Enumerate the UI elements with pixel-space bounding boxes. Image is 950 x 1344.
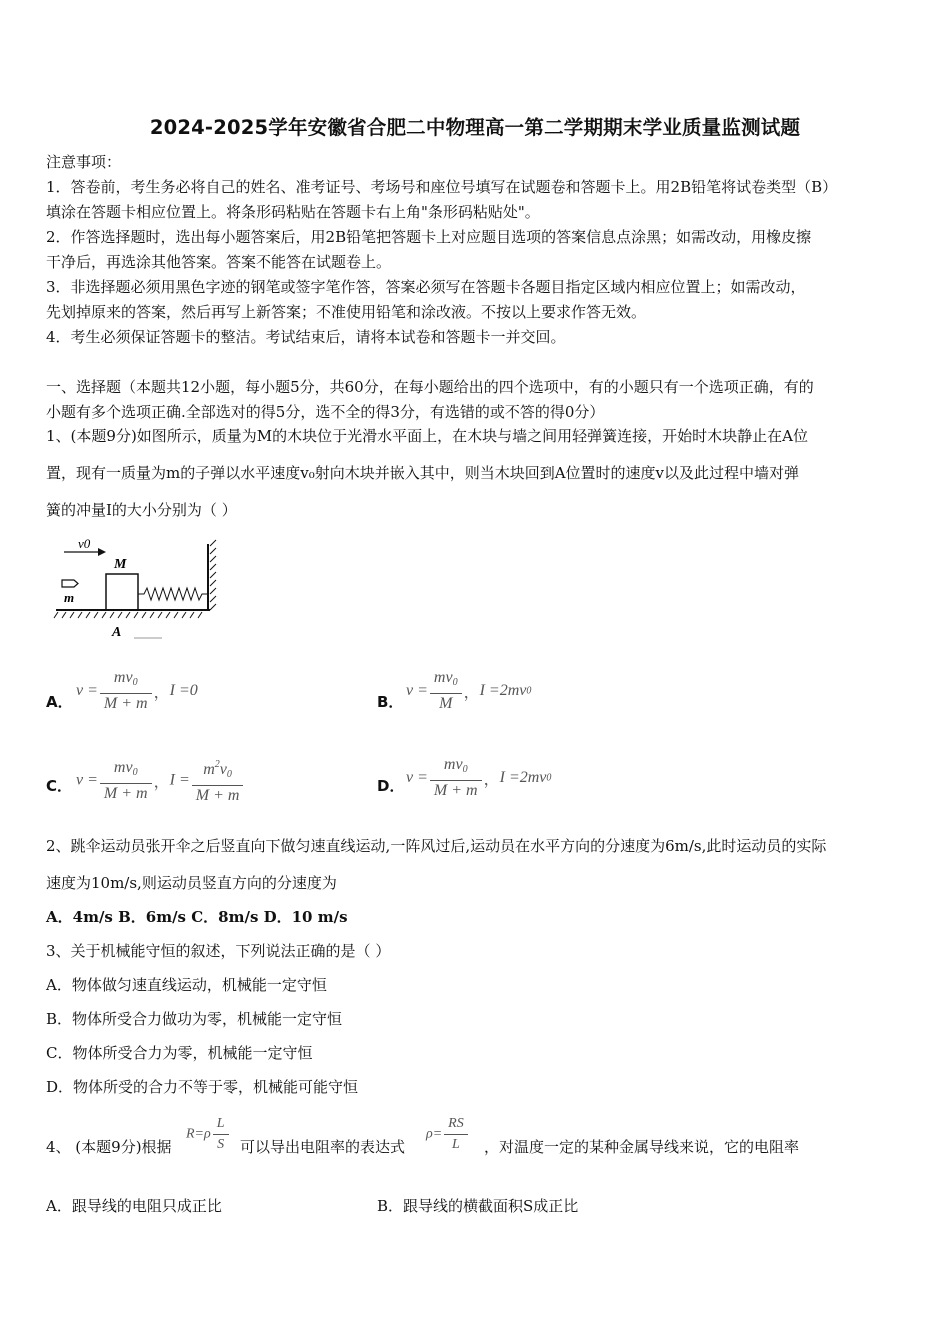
spring-block-figure	[50, 536, 230, 644]
q4-formula-resistance: R=ρ $\frac{L}{S}$	[186, 1114, 231, 1155]
notice-line: 4．考生必须保证答题卡的整洁。考试结束后，请将本试卷和答题卡一并交回。	[46, 328, 566, 346]
q4-stem-suffix: ，对温度一定的某种金属导线来说，它的电阻率	[484, 1138, 800, 1156]
option-letter: A．	[46, 693, 73, 711]
section-heading: 一、选择题（本题共12小题，每小题5分，共60分，在每小题给出的四个选项中，有的小题只有一个选项正确，有的	[46, 378, 814, 396]
option-letter: D．	[377, 777, 405, 795]
q3-option-A[interactable]: A．物体做匀速直线运动，机械能一定守恒	[46, 976, 327, 994]
q3-stem: 3、关于机械能守恒的叙述，下列说法正确的是（ ）	[46, 942, 391, 960]
notice-heading: 注意事项：	[46, 153, 122, 171]
page-title: 2024-2025学年安徽省合肥二中物理高一第二学期期末学业质量监测试题	[149, 116, 801, 139]
q2-options[interactable]: A．4m/s B．6m/s C．8m/s D．10 m/s	[46, 908, 348, 926]
bullet-m-label: m	[64, 590, 75, 605]
q2-stem: 2、跳伞运动员张开伞之后竖直向下做匀速直线运动,一阵风过后,运动员在水平方向的分速度为6m/s,此时运动员的实际	[46, 837, 827, 855]
q4-option-A[interactable]: A．跟导线的电阻只成正比	[46, 1197, 222, 1215]
q1-option-B[interactable]	[377, 692, 403, 712]
q1-stem: 置，现有一质量为m的子弹以水平速度v₀射向木块并嵌入其中，则当木块回到A位置时的速度v以及此过程中墙对弹	[46, 464, 800, 482]
q1-option-A-formula: v = $\frac{mv_0}{M + m}$ ，I =0	[76, 669, 198, 712]
q1-stem: 1、(本题9分)如图所示，质量为M的木块位于光滑水平面上，在木块与墙之间用轻弹簧连接，开始时木块静止在A位	[46, 427, 808, 445]
q1-option-B-formula: v = $\frac{mv_0}{M}$ ，I =2mv0	[406, 669, 532, 712]
notice-line: 先划掉原来的答案，然后再写上新答案；不准使用铅笔和涂改液。不按以上要求作答无效。	[46, 303, 647, 321]
v0-label: v0	[78, 536, 91, 551]
q1-option-C[interactable]	[46, 776, 72, 796]
section-heading: 小题有多个选项正确.全部选对的得5分，选不全的得3分，有选错的或不答的得0分）	[46, 403, 605, 421]
q1-option-D-formula: v = $\frac{mv_0}{M + m}$ ，I =2mv0	[406, 756, 552, 799]
bullet-icon	[62, 580, 78, 587]
q2-stem: 速度为10m/s,则运动员竖直方向的分速度为	[46, 874, 337, 892]
q3-option-B[interactable]: B．物体所受合力做功为零，机械能一定守恒	[46, 1010, 343, 1028]
option-letter: B．	[377, 693, 404, 711]
q3-option-C[interactable]: C．物体所受合力为零，机械能一定守恒	[46, 1044, 313, 1062]
q1-option-A[interactable]	[46, 692, 73, 712]
notice-line: 3．非选择题必须用黑色字迹的钢笔或签字笔作答，答案必须写在答题卡各题目指定区域内相应位置上；如需改动，	[46, 278, 806, 296]
block-M-label: M	[114, 557, 127, 572]
q4-stem-middle: 可以导出电阻率的表达式	[240, 1138, 406, 1156]
notice-line: 2．作答选择题时，选出每小题答案后，用2B铅笔把答题卡上对应题目选项的答案信息点涂黑；如需改动，用橡皮擦	[46, 228, 812, 246]
spring	[138, 588, 208, 600]
option-letter: C．	[46, 777, 73, 795]
q4-stem-prefix: 4、 (本题9分)根据	[46, 1138, 172, 1156]
q1-stem: 簧的冲量I的大小分别为（ ）	[46, 501, 237, 519]
notice-line: 填涂在答题卡相应位置上。将条形码粘贴在答题卡右上角"条形码粘贴处"。	[46, 203, 540, 221]
q4-option-B[interactable]: B．跟导线的横截面积S成正比	[377, 1197, 579, 1215]
q1-option-D[interactable]	[377, 776, 404, 796]
q1-option-C-formula: v = $\frac{mv_0}{M + m}$ ，I = $\frac{m^2v_0}{M + m}$	[76, 755, 245, 806]
q3-option-D[interactable]: D．物体所受的合力不等于零，机械能可能守恒	[46, 1078, 359, 1096]
notice-line: 1．答卷前，考生务必将自己的姓名、准考证号、考场号和座位号填写在试题卷和答题卡上。用2B铅笔将试卷类型（B）	[46, 178, 838, 196]
block-M	[106, 574, 138, 610]
notice-line: 干净后，再选涂其他答案。答案不能答在试题卷上。	[46, 253, 392, 271]
position-A-label: A	[112, 625, 122, 640]
q4-formula-resistivity: ρ= $\frac{RS}{L}$	[426, 1114, 470, 1155]
